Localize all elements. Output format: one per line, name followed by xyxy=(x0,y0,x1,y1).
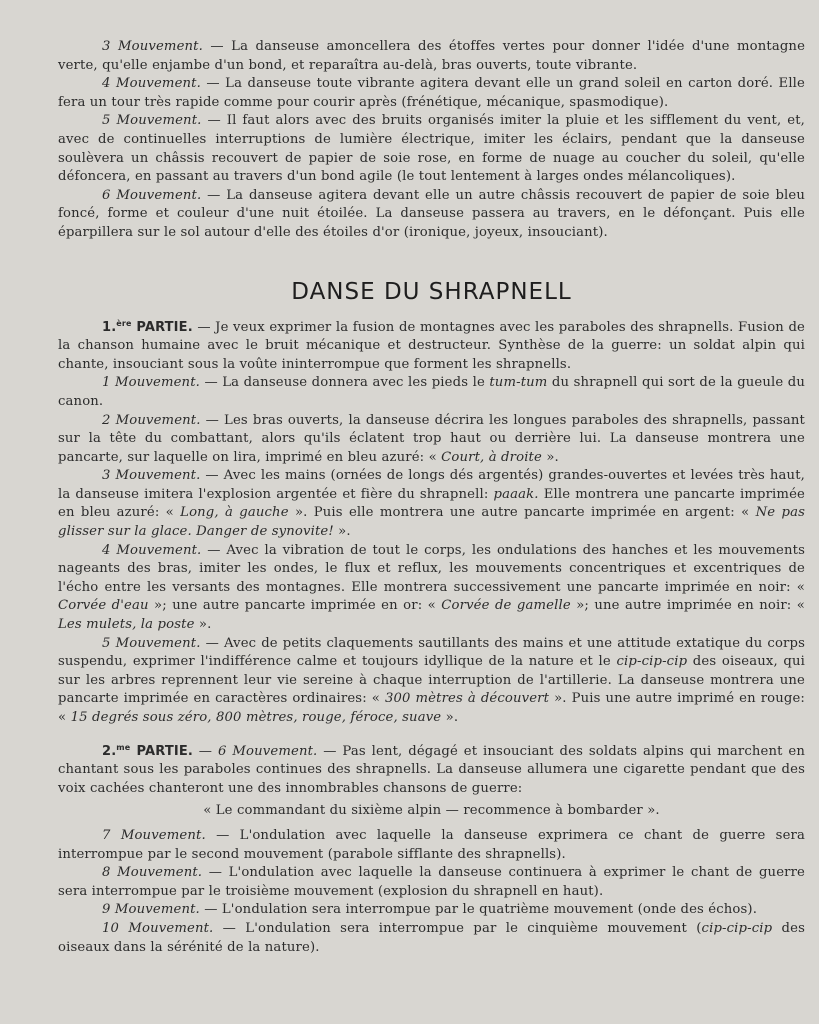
part1-movement-5: 5 Mouvement. — Avec de petits claquements sautillants des mains et une attitude extatique du corps suspendu, exprimer l'indifférence calme et toujours idyllique de la nature et le cip-cip-cip des oiseaux, qui sur les arbres reprennent leur vie sereine à chaque interruption de l'artillerie. La danseuse montrera une pancarte imprimée en caractères ordinaires: « 300 mètres à découvert ». Puis une autre imprimé en rouge: « 15 degrés sous zéro, 800 mètres, rouge, féroce, suave ». xyxy=(58,635,806,725)
part2-movement-10: 10 Mouvement. — L'ondulation sera interrompue par le cinquième mouvement (cip-cip-cip des oiseaux dans la sérénité de la nature). xyxy=(58,920,806,955)
part1-movement-1: 1 Mouvement. — La danseuse donnera avec les pieds le tum-tum du shrapnell qui sort de la gueule du canon. xyxy=(58,375,806,409)
part2-movement-8: 8 Mouvement. — L'ondulation avec laquelle la danseuse continuera à exprimer le chant de guerre sera interrompue par le troisième mouvement (explosion du shrapnell en haut). xyxy=(58,865,806,899)
paragraph-movement-4: 4 Mouvement. — La danseuse toute vibrante agitera devant elle un grand soleil en carton doré. Elle fera un tour très rapide comme pour courir après (frénétique, mécanique, spasmodique). xyxy=(58,76,806,110)
part2-movement-7: 7 Mouvement. — L'ondulation avec laquelle la danseuse exprimera ce chant de guerre sera interrompue par le second mouvement (parabole sifflante des shrapnells). xyxy=(58,827,805,862)
movement-label: 6 Mouvement. xyxy=(217,743,318,759)
movement-label: 7 Mouvement. xyxy=(102,827,206,843)
part-label: 1.$^{ère}$ PARTIE. xyxy=(102,318,193,335)
part1-movement-3: 3 Mouvement. — Avec les mains (ornées de longs dés argentés) grandes-ouvertes et levées très haut, la danseuse imitera l'explosion argentée et fière du shrapnell: paaak. Elle montrera une pancarte imprimée en bleu azuré: « Long, à gauche ». Puis elle montrera une autre pancarte imprimée en argent: « Ne pas glisser sur la glace. Danger de synovite! ». xyxy=(58,468,806,540)
spacer xyxy=(58,728,805,743)
paragraph-movement-5: 5 Mouvement. — Il faut alors avec des bruits organisés imiter la pluie et les sifflement du vent, et, avec de continuelles interruptions de lumière électrique, imiter les éclairs, pendant que la danseuse soulèvera un châssis recouvert de papier de soie rose, en forme de nuage au coucher du soleil, qu'elle défoncera, en passant au travers d'un bond agile (le tout lentement à larges ondes mélancoliques). xyxy=(58,113,806,185)
movement-label: 5 Mouvement. xyxy=(102,113,202,129)
movement-label: 4 Mouvement. xyxy=(102,76,201,92)
movement-label: 8 Mouvement. xyxy=(102,865,203,881)
movement-label: 5 Mouvement. xyxy=(102,635,201,651)
part-label: 2.$^{me}$ PARTIE. xyxy=(102,742,193,759)
paragraph-movement-6: 6 Mouvement. — La danseuse agitera devant elle un autre châssis recouvert de papier de soie bleu foncé, forme et couleur d'une nuit étoilée. La danseuse passera au travers, en le défonçant. Puis elle éparpillera sur le sol autour d'elle des étoiles d'or (ironique, joyeux, insouciant). xyxy=(58,187,805,240)
movement-label: 6 Mouvement. xyxy=(102,187,202,203)
movement-label: 9 Mouvement. xyxy=(102,902,200,918)
movement-label: 2 Mouvement. xyxy=(102,412,201,428)
part1-movement-4: 4 Mouvement. — Avec la vibration de tout le corps, les ondulations des hanches et les mouvements nageants des bras, imiter les ondes, le flux et reflux, les mouvements concentriques et excentriques de l'écho entre les versants des montagnes. Elle montrera successivement une pancarte imprimée en noir: « Corvée d'eau »; une autre pancarte imprimée en or: « Corvée de gamelle »; une autre imprimée en noir: « Les mulets, la poste ». xyxy=(58,542,805,633)
section-title: DANSE DU SHRAPNELL xyxy=(291,278,572,305)
movement-label: 10 Mouvement. xyxy=(102,920,214,936)
movement-label: 1 Mouvement. xyxy=(102,375,200,391)
part1-intro: 1.$^{ère}$ PARTIE. — Je veux exprimer la fusion de montagnes avec les paraboles des shrapnells. Fusion de la chanson humaine avec le bruit mécanique et destructeur. Synthèse de la guerre: un soldat alpin qui chante, insouciant sous la voûte ininterrompue que forment les shrapnells. xyxy=(58,318,805,372)
movement-label: 4 Mouvement. xyxy=(102,542,202,558)
movement-label: 3 Mouvement. xyxy=(102,468,201,484)
movement-label: 3 Mouvement. xyxy=(102,39,203,54)
part1-movement-2: 2 Mouvement. — Les bras ouverts, la danseuse décrira les longues paraboles des shrapnells, passant sur la tête du combattant, alors qu'ils éclatent trop haut ou derrière lui. La danseuse montrera une pancarte, sur laquelle on lira, imprimé en bleu azuré: « Court, à droite ». xyxy=(58,412,805,465)
part2-intro: 2.$^{me}$ PARTIE. — 6 Mouvement. — Pas lent, dégagé et insouciant des soldats alpins qui marchent en chantant sous les paraboles continues des shrapnells. La danseuse allumera une cigarette pendant que des voix cachées chanteront une des innombrables chansons de guerre: xyxy=(58,742,806,796)
part2-movement-9: 9 Mouvement. — L'ondulation sera interrompue par le quatrième mouvement (onde des échos). xyxy=(102,902,758,918)
paragraph-movement-3: 3 Mouvement. — La danseuse amoncellera des étoffes vertes pour donner l'idée d'une montagne verte, qu'elle enjambe d'un bond, et reparaîtra au-delà, bras ouverts, toute vibrante. xyxy=(58,39,806,73)
song-quote: « Le commandant du sixième alpin — recommence à bombarder ». xyxy=(203,803,660,819)
